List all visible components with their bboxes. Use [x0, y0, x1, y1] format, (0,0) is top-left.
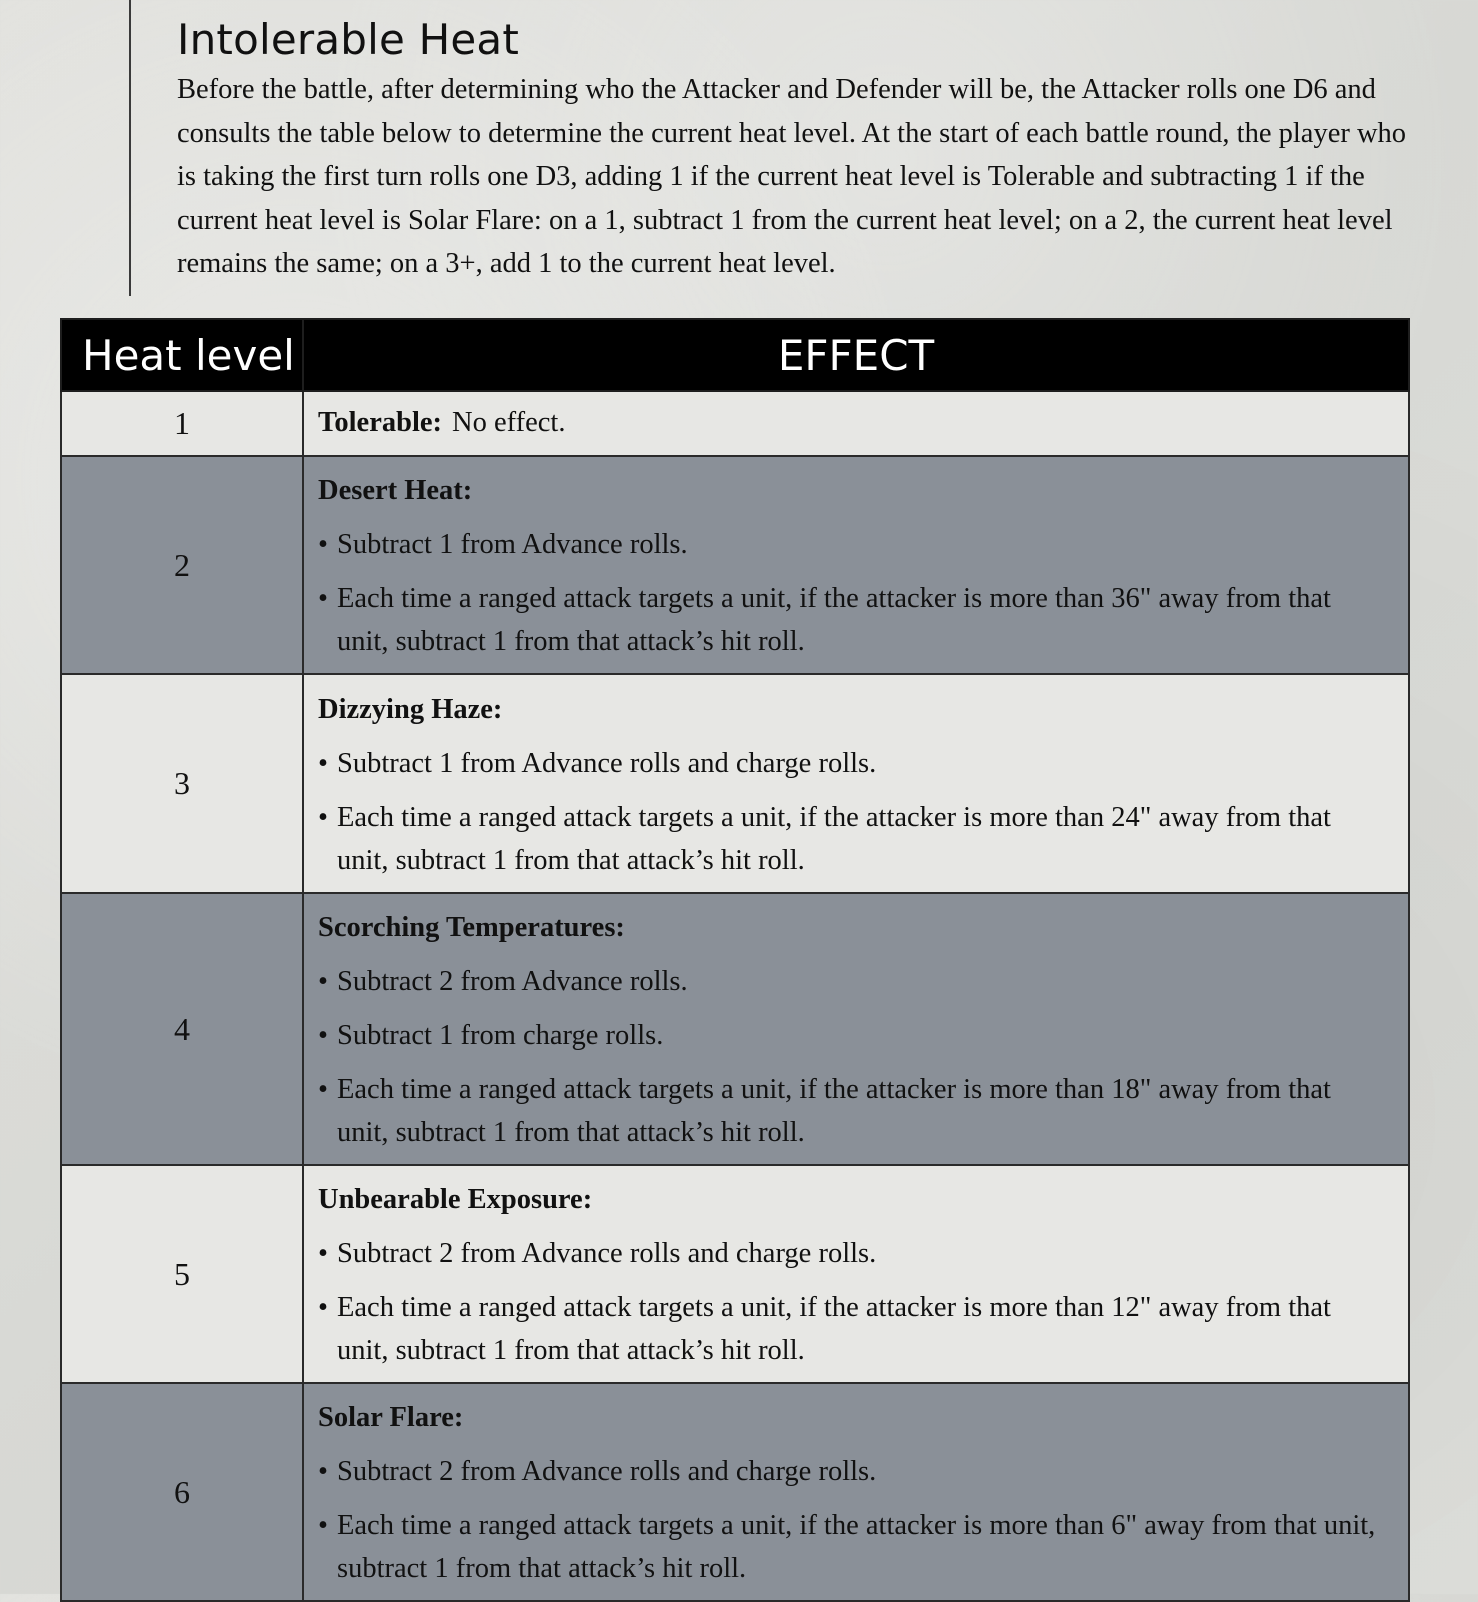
effect-bullet: • Subtract 2 from Advance rolls. [318, 960, 1378, 1003]
effect-cell [303, 391, 1409, 456]
effect-name: Unbearable Exposure: [318, 1184, 593, 1215]
intro-paragraph: Before the battle, after determining who the Attacker and Defender will be, the Attacker rolls one D6 and consults the table below to determine the current heat level. At the start of each battle round, the player who is taking the first turn rolls one D3, adding 1 if the current heat level is Tolerable and subtracting 1 if the current heat level is Solar Flare: on a 1, subtract 1 from the current heat level; on a 2, the current heat level remains the same; on a 3+, add 1 to the current heat level. [177, 74, 1407, 279]
effect-bullet: • Subtract 2 from Advance rolls and charge rolls. [318, 1232, 1378, 1275]
effect-bullet: • Each time a ranged attack targets a unit, if the attacker is more than 24" away from that unit, subtract 1 from that attack’s hit roll. [318, 796, 1378, 882]
effect-name: Scorching Temperatures: [318, 912, 625, 943]
heat-level-cell: 4 [61, 893, 303, 1165]
table-row [61, 674, 1409, 893]
table-row [61, 1165, 1409, 1383]
heat-level-cell: 6 [61, 1383, 303, 1601]
table-row [61, 456, 1409, 674]
heat-level-table [60, 318, 1410, 1602]
effect-bullet: • Each time a ranged attack targets a unit, if the attacker is more than 12" away from that unit, subtract 1 from that attack’s hit roll. [318, 1286, 1378, 1372]
effect-name: Tolerable: [318, 407, 443, 438]
table-row [61, 391, 1409, 456]
heat-level-cell: 2 [61, 456, 303, 674]
column-header-heat-level: Heat level [61, 319, 303, 391]
effect-cell [303, 1383, 1409, 1601]
effect-bullet: • Each time a ranged attack targets a unit, if the attacker is more than 6" away from that unit, subtract 1 from that attack’s hit roll. [318, 1504, 1378, 1590]
heat-level-cell: 3 [61, 674, 303, 893]
effect-bullet: • Subtract 2 from Advance rolls and charge rolls. [318, 1450, 1378, 1493]
effect-bullet: • Subtract 1 from charge rolls. [318, 1014, 1378, 1057]
effect-cell [303, 893, 1409, 1165]
column-header-effect: EFFECT [303, 319, 1409, 391]
effect-name: Dizzying Haze: [318, 693, 503, 725]
margin-rule [129, 0, 131, 296]
effect-name: Desert Heat: [318, 475, 473, 506]
intro-section [177, 12, 1417, 286]
page-title: Intolerable Heat [177, 15, 520, 64]
heat-level-cell: 1 [61, 391, 303, 456]
effect-bullet: • Subtract 1 from Advance rolls. [318, 523, 1378, 566]
effect-cell [303, 674, 1409, 893]
heat-level-cell: 5 [61, 1165, 303, 1383]
effect-cell [303, 1165, 1409, 1383]
effect-name: Solar Flare: [318, 1402, 464, 1433]
effect-text: No effect. [452, 407, 566, 438]
table-row [61, 893, 1409, 1165]
effect-line [318, 401, 1378, 444]
table-row [61, 1383, 1409, 1601]
effect-cell [303, 456, 1409, 674]
table-header-row [61, 319, 1409, 391]
effect-bullet: • Subtract 1 from Advance rolls and charge rolls. [318, 742, 1378, 785]
effect-bullet: • Each time a ranged attack targets a unit, if the attacker is more than 36" away from that unit, subtract 1 from that attack’s hit roll. [318, 577, 1378, 663]
effect-bullet: • Each time a ranged attack targets a unit, if the attacker is more than 18" away from that unit, subtract 1 from that attack’s hit roll. [318, 1068, 1378, 1154]
